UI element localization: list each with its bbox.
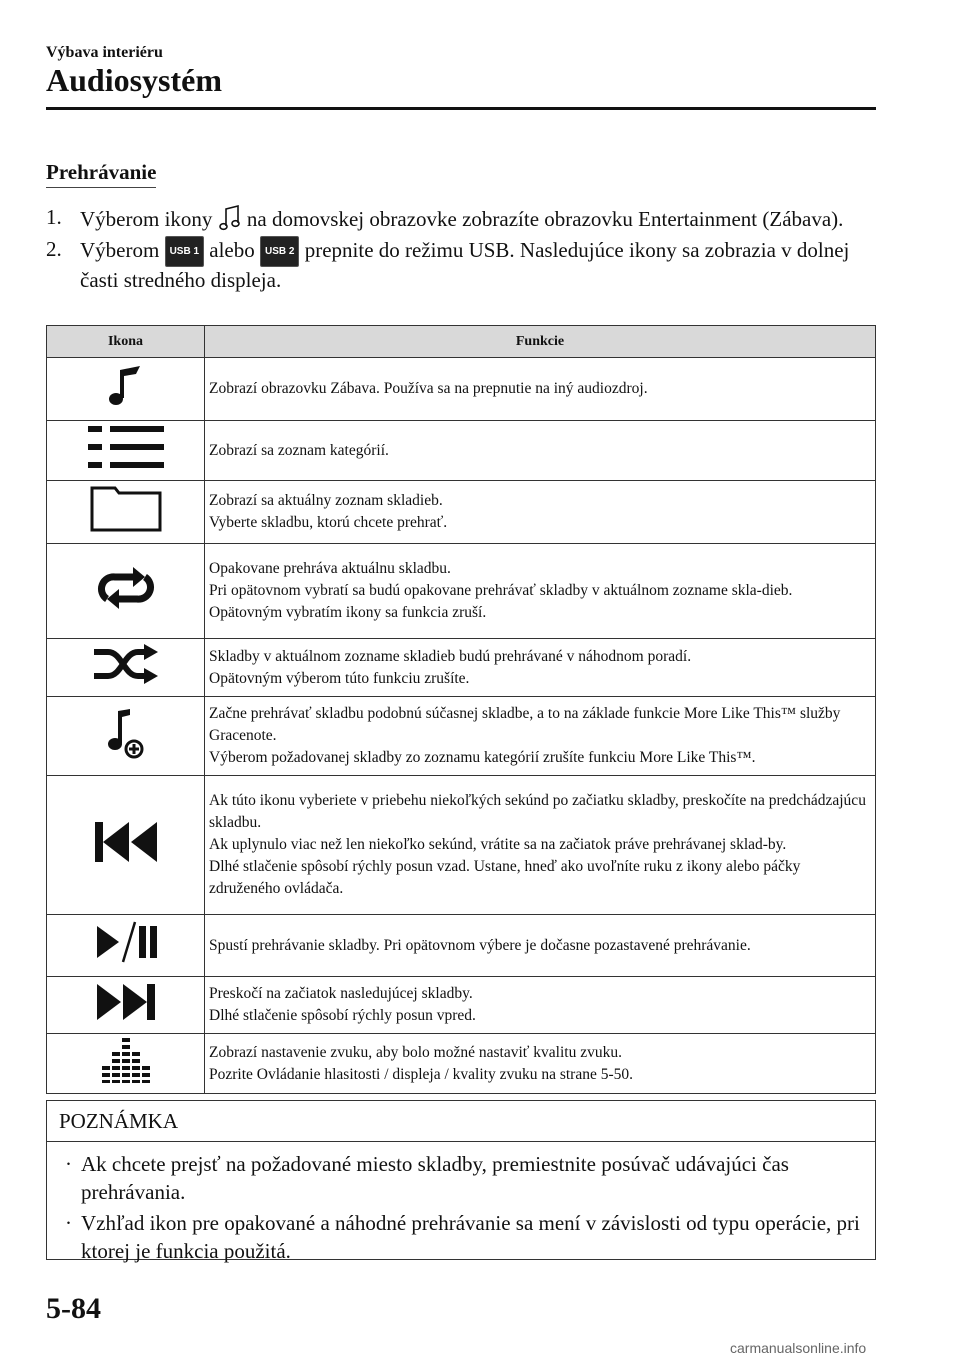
step-text-before: Výberom	[80, 238, 165, 262]
music-note-icon	[106, 364, 146, 408]
table-row	[47, 481, 876, 544]
function-line: Dlhé stlačenie spôsobí rýchly posun vzad. Ustane, hneď ako uvoľníte ruku z ikony alebo páčky združeného ovládača.	[209, 858, 801, 897]
usb2-badge: USB 2	[260, 236, 299, 267]
next-track-icon	[95, 982, 157, 1022]
note-list	[47, 1142, 875, 1265]
function-line: Začne prehrávať skladbu podobnú súčasnej skladbe, a to na základe funkcie More Like This™ služby Gracenote.	[209, 705, 841, 744]
note-box	[46, 1100, 876, 1263]
function-cell	[205, 639, 876, 697]
function-line: Skladby v aktuálnom zozname skladieb budú prehrávané v náhodnom poradí.	[209, 647, 692, 665]
step-text-after: prepnite do režimu USB. Nasledujúce ikony sa zobrazia v dolnej časti stredného displeja.	[80, 238, 850, 292]
category-list-icon	[86, 422, 166, 472]
column-header-icon: Ikona	[47, 326, 205, 358]
previous-track-icon	[93, 820, 159, 864]
function-cell	[205, 977, 876, 1034]
shuffle-icon	[92, 642, 160, 686]
step-1	[46, 204, 876, 233]
function-line: Zobrazí sa zoznam kategórií.	[209, 441, 389, 459]
function-line: Ak uplynulo viac než len niekoľko sekúnd, vrátite sa na začiatok práve prehrávanej sklad-by.	[209, 836, 787, 853]
function-cell	[205, 697, 876, 776]
function-line: Zobrazí sa aktuálny zoznam skladieb.	[209, 492, 443, 509]
function-line: Vyberte skladbu, ktorú chcete prehrať.	[209, 514, 448, 531]
page-title: Audiosystém	[46, 62, 223, 98]
icon-cell	[47, 639, 205, 697]
repeat-icon	[93, 565, 159, 611]
function-line: Spustí prehrávanie skladby. Pri opätovnom výbere je dočasne pozastavené prehrávanie.	[209, 936, 751, 954]
icon-cell	[47, 697, 205, 776]
icon-cell	[47, 776, 205, 915]
table-row	[47, 544, 876, 639]
page-number: 5-84	[46, 1292, 101, 1325]
bullet-icon: ·	[65, 1211, 72, 1235]
icon-cell	[47, 358, 205, 421]
icon-cell	[47, 481, 205, 544]
bullet-icon: ·	[65, 1152, 72, 1176]
function-cell	[205, 421, 876, 481]
icon-cell	[47, 915, 205, 977]
function-cell	[205, 1034, 876, 1094]
function-cell	[205, 915, 876, 977]
function-line: Zobrazí nastavenie zvuku, aby bolo možné nastaviť kvalitu zvuku.	[209, 1043, 622, 1061]
table-row	[47, 1034, 876, 1094]
icon-cell	[47, 421, 205, 481]
folder-icon	[89, 484, 163, 534]
table-row	[47, 915, 876, 977]
play-pause-icon	[93, 920, 159, 964]
function-line: Pozrite Ovládanie hlasitosti / displeja / kvality zvuku na strane 5-50.	[209, 1065, 634, 1083]
table-row	[47, 639, 876, 697]
table-row	[47, 421, 876, 481]
note-item	[59, 1209, 863, 1265]
step-number: 1.	[46, 205, 62, 229]
icon-cell	[47, 1034, 205, 1094]
usb1-badge: USB 1	[165, 236, 204, 267]
function-line: Zobrazí obrazovku Zábava. Používa sa na prepnutie na iný audiozdroj.	[209, 380, 648, 397]
note-item	[59, 1150, 863, 1206]
function-line: Výberom požadovanej skladby zo zoznamu kategórií zrušíte funkciu More Like This™.	[209, 749, 756, 766]
step-text-mid: alebo	[204, 238, 261, 262]
column-header-function: Funkcie	[205, 326, 876, 358]
more-like-this-icon	[106, 707, 146, 759]
breadcrumb: Výbava interiéru	[46, 44, 163, 61]
function-line: Opätovným výberom túto funkciu zrušíte.	[209, 669, 470, 687]
equalizer-icon	[98, 1036, 154, 1084]
function-line: Preskočí na začiatok nasledujúcej skladby.	[209, 985, 473, 1002]
function-cell	[205, 481, 876, 544]
table-row	[47, 697, 876, 776]
function-line: Opakovane prehráva aktuálnu skladbu.	[209, 560, 451, 577]
step-text-after: na domovskej obrazovke zobrazíte obrazovku Entertainment (Zábava).	[241, 207, 844, 231]
note-title: POZNÁMKA	[47, 1101, 875, 1142]
function-line: Pri opätovnom vybratí sa budú opakovane prehrávať skladby v aktuálnom zozname skla-dieb.	[209, 582, 793, 599]
function-line: Dlhé stlačenie spôsobí rýchly posun vpred.	[209, 1007, 476, 1024]
music-note-icon	[218, 204, 242, 232]
table-row	[47, 776, 876, 915]
title-rule	[46, 107, 876, 110]
icon-cell	[47, 977, 205, 1034]
note-text: Vzhľad ikon pre opakované a náhodné prehrávanie sa mení v závislosti od typu operácie, pri ktorej je funkcia použitá.	[81, 1211, 860, 1263]
step-text-before: Výberom ikony	[80, 207, 218, 231]
watermark: carmanualsonline.info	[730, 1340, 867, 1356]
function-line: Ak túto ikonu vyberiete v priebehu niekoľkých sekúnd po začiatku skladby, preskočíte na predchádzajúcu skladbu.	[209, 792, 866, 831]
function-cell	[205, 776, 876, 915]
step-list	[46, 204, 876, 297]
function-cell	[205, 544, 876, 639]
function-line: Opätovným vybratím ikony sa funkcia zruší.	[209, 604, 487, 621]
step-number: 2.	[46, 237, 62, 261]
section-title: Prehrávanie	[46, 160, 156, 188]
step-2	[46, 236, 876, 294]
table-row	[47, 358, 876, 421]
note-text: Ak chcete prejsť na požadované miesto skladby, premiestnite posúvač udávajúci čas prehrávania.	[81, 1152, 789, 1204]
icon-cell	[47, 544, 205, 639]
icon-function-table	[46, 325, 876, 1094]
table-row	[47, 977, 876, 1034]
function-cell	[205, 358, 876, 421]
table-header-row	[47, 326, 876, 358]
